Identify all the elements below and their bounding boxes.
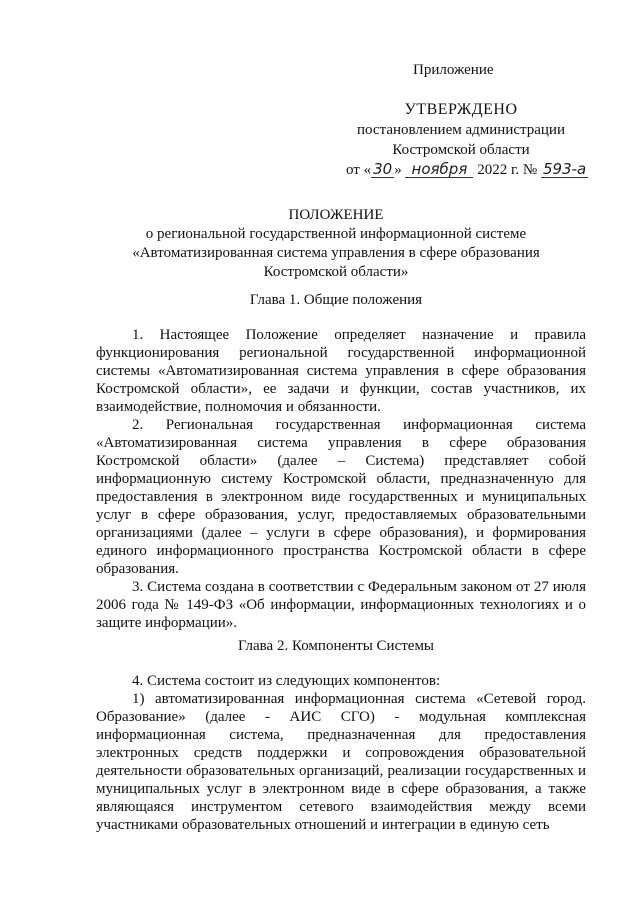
approved-stamp-text: УТВЕРЖДЕНО bbox=[404, 101, 518, 118]
date-year: 2022 г. № bbox=[477, 162, 538, 178]
handwritten-number: 593-а bbox=[542, 160, 587, 178]
date-mid: » bbox=[394, 162, 402, 178]
paragraph-5: 1) автоматизированная информационная система «Сетевой город. Образование» (далее - АИС СГО) - модульная комплексная информационная система, предназначенная для предоставления электронных средств поддержки и сопровождения образовательной деятельности образовательных организаций, реализации государственных и муниципальных услуг в электронном виде в сфере образования, а также являющаяся инструментом сетевого взаимодействия между всеми участниками образовательных отношений и интеграции в единую сеть bbox=[96, 691, 586, 833]
handwritten-month: ноября bbox=[405, 161, 473, 178]
paragraph-2: 2. Региональная государственная информационная система «Автоматизированная система управления в сфере образования Костромской области» (далее – Система) представляет собой информационную систему Костромской области, предназначенную для предоставления в электронном виде государственных и муниципальных услуг в сфере образования, услуг, предоставляемых образовательными организациями (далее – услуги в сфере образования), и формирования единого информационного пространства Костромской области в сфере образования. bbox=[96, 417, 586, 577]
paragraph-3: 3. Система создана в соответствии с Федеральным законом от 27 июля 2006 года № 149-ФЗ «Об информации, информационных технологиях и о защите информации». bbox=[96, 579, 586, 631]
chapter-1-heading: Глава 1. Общие положения bbox=[249, 292, 423, 308]
paragraph-4: 4. Система состоит из следующих компонентов: bbox=[132, 673, 441, 689]
title-line-2: «Автоматизированная система управления в сфере образования bbox=[132, 245, 540, 261]
title-line-3: Костромской области» bbox=[263, 264, 409, 280]
chapter-2-heading: Глава 2. Компоненты Системы bbox=[237, 638, 435, 654]
paragraph-1: 1. Настоящее Положение определяет назначение и правила функционирования региональной государственной информационной системы «Автоматизированная система управления в сфере образования Костромской области», ее задачи и функции, состав участников, их взаимодействие, полномочия и обязанности. bbox=[96, 327, 586, 415]
approval-block bbox=[336, 100, 586, 180]
annex-label: Приложение bbox=[413, 62, 494, 78]
document-title bbox=[96, 206, 576, 282]
approval-date-line bbox=[346, 160, 586, 180]
handwritten-day: 30 bbox=[373, 160, 393, 178]
title-heading: ПОЛОЖЕНИЕ bbox=[288, 207, 384, 223]
approval-line-2: Костромской области bbox=[392, 142, 530, 158]
date-prefix: от « bbox=[346, 162, 372, 178]
title-line-1: о региональной государственной информационной системе bbox=[145, 226, 527, 242]
chapter-2-body bbox=[96, 672, 586, 834]
approval-line-1: постановлением администрации bbox=[357, 122, 565, 138]
chapter-1-body bbox=[96, 326, 586, 632]
